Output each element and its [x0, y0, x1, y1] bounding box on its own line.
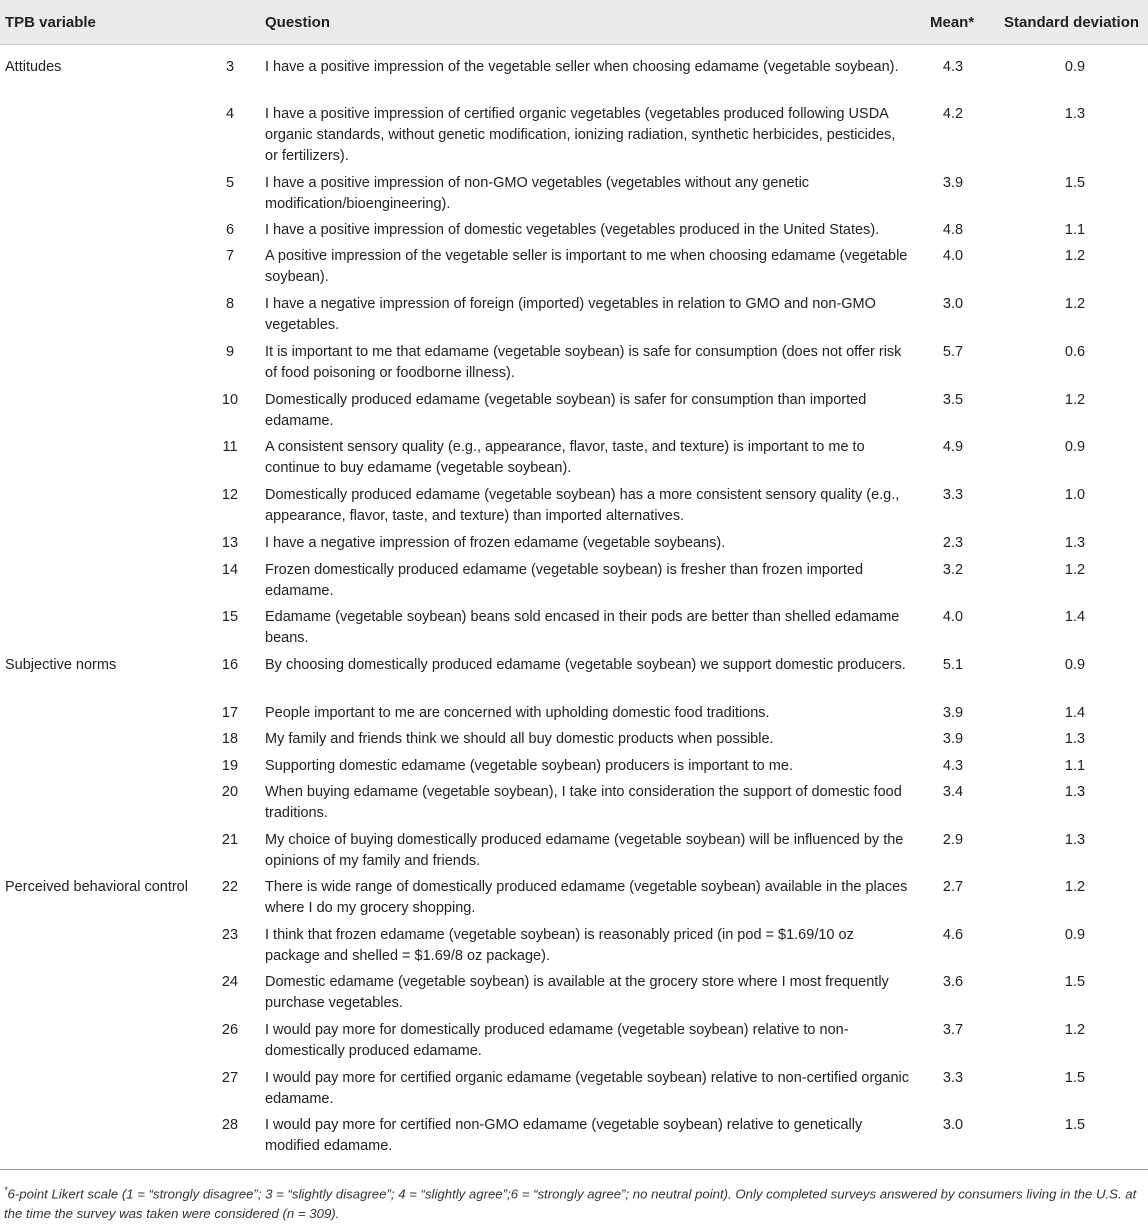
row-number: 8 [225, 296, 235, 312]
question-text: Frozen domestically produced edamame (vegetable soybean) is fresher than frozen imported edamame. [265, 562, 864, 599]
mean-value: 3.0 [942, 1117, 964, 1133]
sd-value: 1.2 [1064, 562, 1086, 578]
question-text: I would pay more for certified non-GMO edamame (vegetable soybean) relative to genetically modified edamame. [265, 1117, 863, 1154]
row-number: 18 [221, 731, 239, 747]
mean-value: 4.2 [942, 106, 964, 122]
row-number: 21 [221, 832, 239, 848]
sd-value: 1.3 [1064, 106, 1086, 122]
mean-value: 4.0 [942, 609, 964, 625]
tpb-variable-label: Subjective norms [5, 657, 117, 673]
mean-value: 4.3 [942, 59, 964, 75]
mean-value: 3.0 [942, 296, 964, 312]
sd-value: 1.3 [1064, 784, 1086, 800]
sd-value: 1.2 [1064, 879, 1086, 895]
row-number: 24 [221, 974, 239, 990]
mean-value: 5.1 [942, 657, 964, 673]
sd-value: 1.5 [1064, 1117, 1086, 1133]
question-text: There is wide range of domestically produced edamame (vegetable soybean) available in the places where I do my grocery shopping. [265, 879, 908, 916]
sd-value: 0.9 [1064, 927, 1086, 943]
question-text: I have a positive impression of non-GMO vegetables (vegetables without any genetic modification/bioengineering). [265, 175, 810, 212]
sd-value: 1.2 [1064, 1022, 1086, 1038]
row-number: 3 [225, 59, 235, 75]
question-text: Domestically produced edamame (vegetable soybean) is safer for consumption than imported edamame. [265, 392, 867, 429]
row-number: 13 [221, 535, 239, 551]
sd-value: 1.5 [1064, 175, 1086, 191]
sd-value: 0.6 [1064, 344, 1086, 360]
row-number: 4 [225, 106, 235, 122]
sd-value: 1.3 [1064, 535, 1086, 551]
mean-value: 3.9 [942, 731, 964, 747]
row-number: 5 [225, 175, 235, 191]
question-text: I have a negative impression of frozen edamame (vegetable soybeans). [265, 535, 726, 551]
sd-value: 0.9 [1064, 59, 1086, 75]
row-number: 20 [221, 784, 239, 800]
row-number: 22 [221, 879, 239, 895]
table-footnote [4, 1180, 1144, 1224]
sd-value: 1.5 [1064, 1070, 1086, 1086]
question-text: Domestically produced edamame (vegetable soybean) has a more consistent sensory quality (e.g., appearance, flavor, taste, and texture) than imported alternatives. [265, 487, 900, 524]
mean-value: 3.7 [942, 1022, 964, 1038]
question-text: People important to me are concerned with upholding domestic food traditions. [265, 705, 770, 721]
sd-value: 1.2 [1064, 248, 1086, 264]
question-text: Supporting domestic edamame (vegetable soybean) producers is important to me. [265, 758, 793, 774]
row-number: 7 [225, 248, 235, 264]
question-text: Domestic edamame (vegetable soybean) is available at the grocery store where I most frequently purchase vegetables. [265, 974, 889, 1011]
question-text: I would pay more for certified organic edamame (vegetable soybean) relative to non-certified organic edamame. [265, 1070, 909, 1107]
sd-value: 1.0 [1064, 487, 1086, 503]
question-text: I have a positive impression of certified organic vegetables (vegetables produced following USDA organic standards, without genetic modification, ionizing radiation, synthetic herbicides, pesticides, or fertilizers). [265, 106, 896, 164]
footnote-text: 6-point Likert scale (1 = “strongly disagree”; 3 = “slightly disagree”; 4 = “slightly agree”;6 = “strongly agree”; no neutral point). Only completed surveys answered by consumers living in the U.S. at the time the survey was taken were considered (n = 309). [4, 1186, 1137, 1222]
question-text: I think that frozen edamame (vegetable soybean) is reasonably priced (in pod = $1.69/10 oz package and shelled = $1.69/8 oz package). [265, 927, 854, 964]
header-question: Question [265, 14, 331, 31]
row-number: 16 [221, 657, 239, 673]
mean-value: 3.3 [942, 487, 964, 503]
mean-value: 3.3 [942, 1070, 964, 1086]
sd-value: 1.3 [1064, 731, 1086, 747]
mean-value: 3.9 [942, 705, 964, 721]
mean-value: 4.9 [942, 439, 964, 455]
question-text: I would pay more for domestically produced edamame (vegetable soybean) relative to non-domestically produced edamame. [265, 1022, 849, 1059]
header-mean: Mean* [930, 14, 975, 31]
question-text: A consistent sensory quality (e.g., appearance, flavor, taste, and texture) is important to me to continue to buy edamame (vegetable soybean). [265, 439, 865, 476]
sd-value: 1.1 [1064, 222, 1086, 238]
footnote-marker: * [4, 1185, 8, 1195]
mean-value: 4.6 [942, 927, 964, 943]
mean-value: 4.0 [942, 248, 964, 264]
mean-value: 3.4 [942, 784, 964, 800]
question-text: My family and friends think we should all buy domestic products when possible. [265, 731, 774, 747]
header-tpb-variable: TPB variable [5, 14, 96, 31]
sd-value: 1.4 [1064, 609, 1086, 625]
question-text: I have a positive impression of the vegetable seller when choosing edamame (vegetable soybean). [265, 59, 899, 75]
header-standard-deviation: Standard deviation [1004, 14, 1140, 31]
mean-value: 2.3 [942, 535, 964, 551]
sd-value: 1.4 [1064, 705, 1086, 721]
question-text: It is important to me that edamame (vegetable soybean) is safe for consumption (does not offer risk of food poisoning or foodborne illness). [265, 344, 902, 381]
mean-value: 4.3 [942, 758, 964, 774]
mean-value: 3.2 [942, 562, 964, 578]
question-text: My choice of buying domestically produced edamame (vegetable soybean) will be influenced by the opinions of my family and friends. [265, 832, 904, 869]
question-text: When buying edamame (vegetable soybean), I take into consideration the support of domestic food traditions. [265, 784, 902, 821]
sd-value: 1.2 [1064, 296, 1086, 312]
mean-value: 2.9 [942, 832, 964, 848]
row-number: 10 [221, 392, 239, 408]
row-number: 14 [221, 562, 239, 578]
row-number: 11 [222, 439, 238, 455]
row-number: 28 [221, 1117, 239, 1133]
row-number: 17 [221, 705, 239, 721]
question-text: By choosing domestically produced edamame (vegetable soybean) we support domestic producers. [265, 657, 906, 673]
row-number: 23 [221, 927, 239, 943]
mean-value: 5.7 [942, 344, 964, 360]
sd-value: 1.3 [1064, 832, 1086, 848]
row-number: 15 [221, 609, 239, 625]
tpb-variable-label: Attitudes [5, 59, 62, 75]
mean-value: 3.6 [942, 974, 964, 990]
mean-value: 3.5 [942, 392, 964, 408]
question-text: Edamame (vegetable soybean) beans sold encased in their pods are better than shelled edamame beans. [265, 609, 900, 646]
row-number: 27 [221, 1070, 239, 1086]
sd-value: 1.2 [1064, 392, 1086, 408]
table-header-row [0, 0, 1148, 45]
mean-value: 3.9 [942, 175, 964, 191]
question-text: I have a negative impression of foreign (imported) vegetables in relation to GMO and non-GMO vegetables. [265, 296, 876, 333]
sd-value: 1.1 [1064, 758, 1086, 774]
sd-value: 0.9 [1064, 439, 1086, 455]
sd-value: 1.5 [1064, 974, 1086, 990]
question-text: A positive impression of the vegetable seller is important to me when choosing edamame (vegetable soybean). [265, 248, 908, 285]
table-bottom-rule [0, 1169, 1148, 1170]
question-text: I have a positive impression of domestic vegetables (vegetables produced in the United States). [265, 222, 880, 238]
row-number: 26 [221, 1022, 239, 1038]
mean-value: 4.8 [942, 222, 964, 238]
mean-value: 2.7 [942, 879, 964, 895]
row-number: 6 [225, 222, 235, 238]
sd-value: 0.9 [1064, 657, 1086, 673]
tpb-variable-label: Perceived behavioral control [5, 879, 188, 895]
row-number: 9 [225, 344, 235, 360]
row-number: 19 [221, 758, 239, 774]
row-number: 12 [221, 487, 239, 503]
